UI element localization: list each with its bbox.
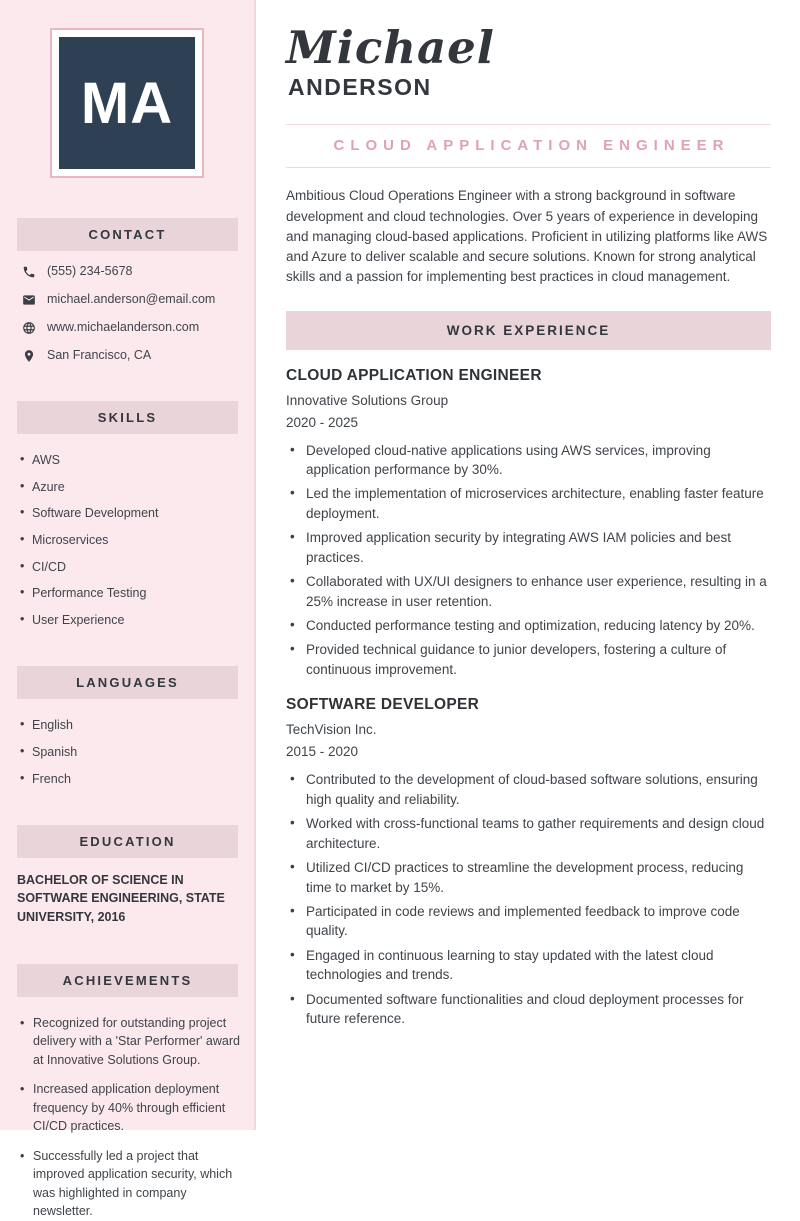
job-bullet: • Participated in code reviews and implemented feedback to improve code quality.: [289, 902, 771, 941]
job-bullet: • Worked with cross-functional teams to gather requirements and design cloud architecture.: [289, 814, 771, 853]
skill-item: • Azure: [20, 480, 244, 496]
achievement-item: • Successfully led a project that improved application security, which was highlighted in company newsletter.: [20, 1147, 240, 1221]
skills-section: [0, 401, 254, 628]
contact-phone-text: (555) 234-5678: [47, 264, 133, 279]
job-title: SOFTWARE DEVELOPER: [286, 696, 480, 714]
skills-section-header: SKILLS: [17, 401, 238, 434]
achievements-section: [0, 964, 254, 1221]
job-bullet: • Led the implementation of microservices architecture, enabling faster feature deployment.: [289, 484, 771, 523]
phone-icon: [22, 265, 36, 279]
email-icon: [22, 293, 36, 307]
job-entry: [286, 367, 771, 680]
job-company: Innovative Solutions Group: [286, 392, 449, 408]
job-bullet-list: [289, 770, 771, 1028]
contact-location-row: [22, 349, 244, 363]
sidebar: [0, 0, 256, 1219]
education-section-header: EDUCATION: [17, 825, 238, 858]
job-bullet: • Utilized CI/CD practices to streamline the development process, reducing time to market by 15%.: [289, 858, 771, 897]
skill-item: • Performance Testing: [20, 586, 244, 602]
work-experience-header: WORK EXPERIENCE: [286, 311, 771, 350]
skill-item: • Microservices: [20, 533, 244, 549]
monogram-frame: [50, 28, 204, 178]
job-bullet: • Collaborated with UX/UI designers to enhance user experience, resulting in a 25% increase in user retention.: [289, 572, 771, 611]
monogram-avatar: MA: [59, 37, 195, 169]
job-bullet: • Conducted performance testing and optimization, reducing latency by 20%.: [289, 616, 771, 635]
language-item: • Spanish: [20, 745, 244, 761]
job-title: CLOUD APPLICATION ENGINEER: [286, 366, 542, 384]
achievement-item: • Recognized for outstanding project delivery with a 'Star Performer' award at Innovative Solutions Group.: [20, 1014, 240, 1070]
achievement-item: • Increased application deployment frequency by 40% through efficient CI/CD practices.: [20, 1080, 240, 1136]
job-dates: 2020 - 2025: [286, 414, 359, 430]
languages-section: [0, 666, 254, 787]
skill-item: • User Experience: [20, 613, 244, 629]
contact-email-row: [22, 293, 244, 307]
skills-list: [20, 453, 244, 628]
job-bullet: • Provided technical guidance to junior developers, fostering a culture of continuous improvement.: [289, 640, 771, 679]
contact-website-text: www.michaelanderson.com: [47, 320, 200, 335]
job-bullet: • Developed cloud-native applications using AWS services, improving application performance by 30%.: [289, 441, 771, 480]
job-bullet: • Engaged in continuous learning to stay updated with the latest cloud technologies and trends.: [289, 946, 771, 985]
last-name: ANDERSON: [288, 74, 432, 101]
skill-item: • Software Development: [20, 506, 244, 522]
main-content: [256, 0, 800, 1130]
languages-section-header: LANGUAGES: [17, 666, 238, 699]
achievements-section-header: ACHIEVEMENTS: [17, 964, 238, 997]
achievements-list: [20, 1014, 240, 1221]
contact-website-row: [22, 321, 244, 335]
job-bullet: • Improved application security by integrating AWS IAM policies and best practices.: [289, 528, 771, 567]
profession-title: CLOUD APPLICATION ENGINEER: [333, 137, 730, 155]
skill-item: • CI/CD: [20, 560, 244, 576]
contact-phone-row: [22, 265, 244, 279]
language-item: • English: [20, 718, 244, 734]
skill-item: • AWS: [20, 453, 244, 469]
location-icon: [22, 349, 36, 363]
education-section: [0, 825, 254, 925]
job-entry: [286, 696, 771, 1028]
job-bullet-list: [289, 441, 771, 680]
globe-icon: [22, 321, 36, 335]
summary-text: Ambitious Cloud Operations Engineer with a strong background in software development and cloud technologies. Over 5 years of experience in developing and managing cloud-based applications. Proficient in utilizing platforms like AWS and Azure to deliver scalable and secure solutions. Known for strong analytical skills and a passion for implementing best practices in cloud management.: [286, 188, 768, 285]
languages-list: [20, 718, 244, 787]
contact-section-header: CONTACT: [17, 218, 238, 251]
contact-list: [0, 251, 254, 363]
job-dates: 2015 - 2020: [286, 744, 359, 760]
language-item: • French: [20, 772, 244, 788]
job-company: TechVision Inc.: [286, 722, 377, 738]
job-bullet: • Documented software functionalities and cloud deployment processes for future reference.: [289, 990, 771, 1029]
divider-line: [286, 167, 771, 168]
education-degree: BACHELOR OF SCIENCE IN SOFTWARE ENGINEERING, STATE UNIVERSITY, 2016: [17, 873, 225, 924]
contact-location-text: San Francisco, CA: [47, 348, 152, 363]
job-bullet: • Contributed to the development of cloud-based software solutions, ensuring high quality and reliability.: [289, 770, 771, 809]
contact-section: [0, 218, 254, 363]
first-name: Michael: [286, 21, 495, 74]
contact-email-text: michael.anderson@email.com: [47, 292, 216, 307]
